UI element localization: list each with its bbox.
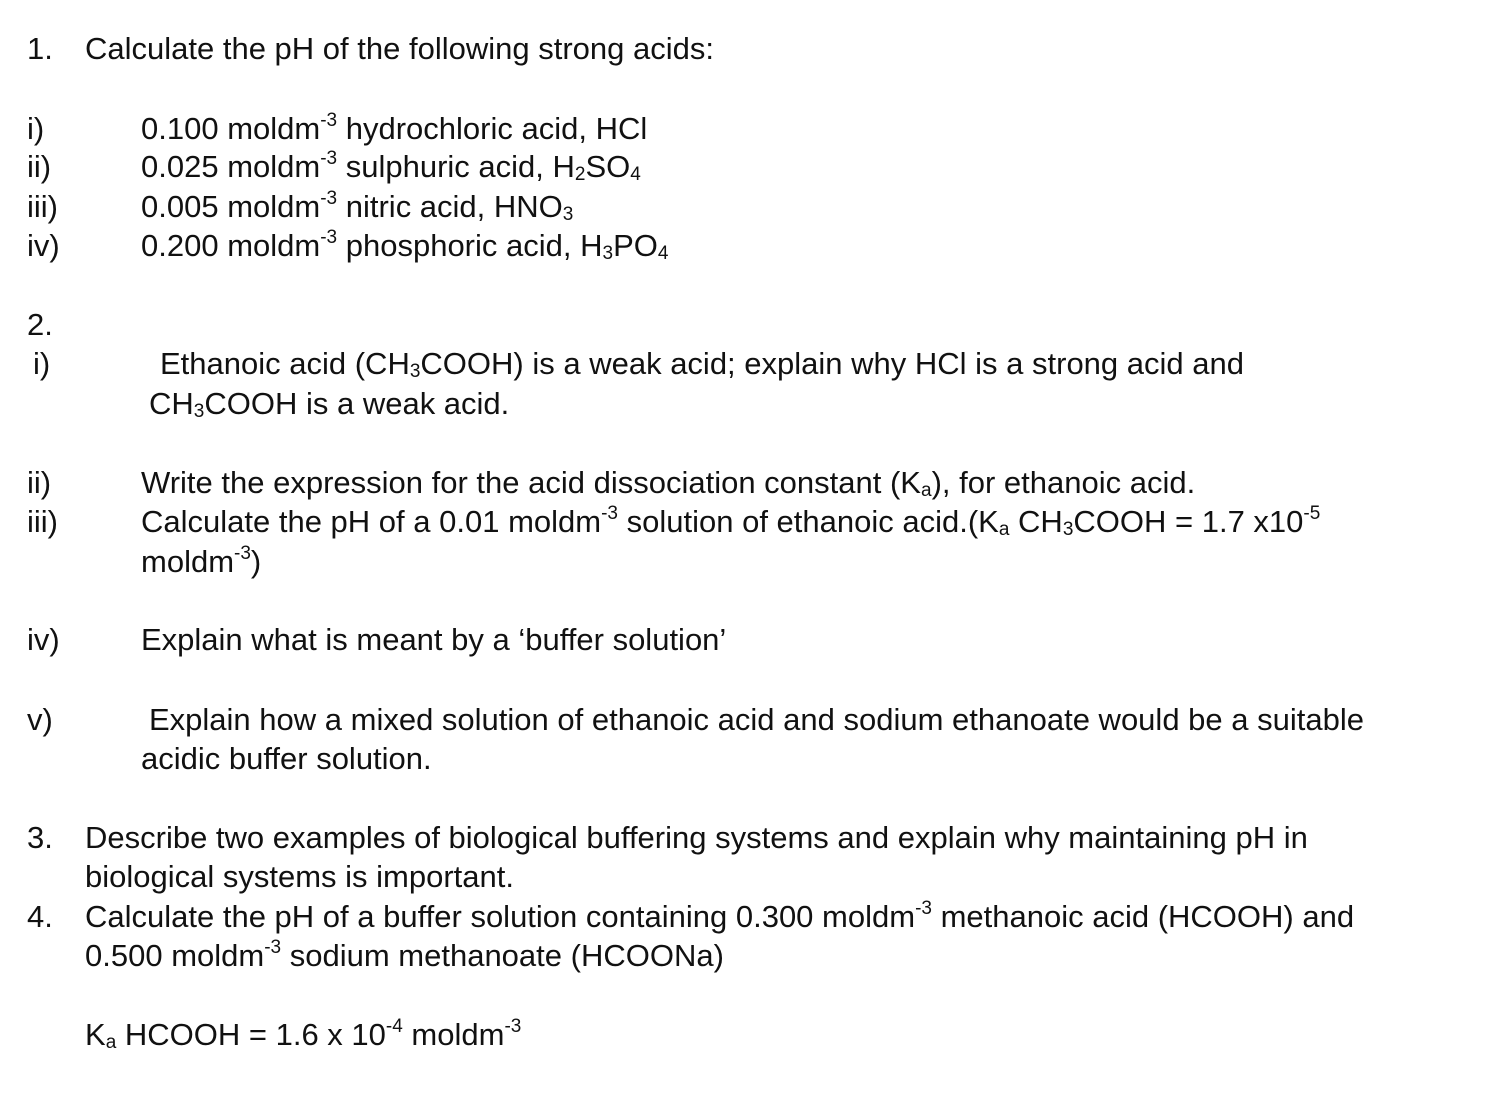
q1-ii-text: 0.025 moldm$^{-3}$ sulphuric acid, $H_2SO_4$ <box>141 148 641 185</box>
q3-line1: Describe two examples of biological buffering systems and explain why maintaining pH in <box>85 820 1308 855</box>
q2-v-line2: acidic buffer solution. <box>141 741 432 776</box>
q4-line2: 0.500 moldm$^{-3}$ sodium methanoate (HCOONa) <box>85 937 724 973</box>
q4-number: 4. <box>27 899 53 934</box>
q1-number: 1. <box>27 31 53 66</box>
q1-title: Calculate the pH of the following strong acids: <box>85 31 714 66</box>
q2-iii-line1: Calculate the pH of a 0.01 moldm$^{-3}$ solution of ethanoic $acid.(K_a$ $CH_3COOH = 1.7$ $x10^{-5}$ <box>141 503 1321 540</box>
q3-number: 3. <box>27 820 53 855</box>
q2-ii-text: Write the expression for the acid dissociation constant $(K_a)$, for ethanoic acid. <box>141 465 1196 501</box>
q1-iii-text: 0.005 moldm$^{-3}$ nitric acid, $HNO_3$ <box>141 188 574 225</box>
q2-i-label: i) <box>33 346 51 381</box>
q2-v-label: v) <box>27 702 53 737</box>
q1-ii-label: ii) <box>27 149 52 184</box>
q2-iii-line2: moldm$^{-3}$) <box>141 543 262 579</box>
q2-iv-label: iv) <box>27 622 60 657</box>
q2-number: 2. <box>27 307 53 342</box>
q4-line1: Calculate the pH of a buffer solution containing 0.300 moldm$^{-3}$ methanoic acid (HCOOH) and <box>85 898 1355 934</box>
q1-i-text: 0.100 moldm$^{-3}$ hydrochloric acid, HCl <box>141 110 648 146</box>
q2-iii-label: iii) <box>27 504 58 539</box>
q1-iii-label: iii) <box>27 189 58 224</box>
q2-i-line1: Ethanoic acid $(CH_3COOH)$ is a weak acid; explain why HCl is a strong acid and <box>160 346 1244 382</box>
q2-i-line2: $CH_3COOH$ is a weak acid. <box>149 386 510 422</box>
q2-iv-text: Explain what is meant by a ‘buffer solution’ <box>141 622 727 657</box>
q1-iv-label: iv) <box>27 228 60 263</box>
q2-v-line1: Explain how a mixed solution of ethanoic acid and sodium ethanoate would be a suitable <box>149 702 1364 737</box>
q3-line2: biological systems is important. <box>85 859 514 894</box>
q1-i-label: i) <box>27 111 45 146</box>
q4-ka-value: $K_a$ HCOOH = 1.6 x $10^{-4}$ moldm$^{-3}$ <box>85 1016 522 1053</box>
q1-iv-text: 0.200 moldm$^{-3}$ phosphoric acid, $H_3PO_4$ <box>141 227 669 264</box>
q2-ii-label: ii) <box>27 465 52 500</box>
